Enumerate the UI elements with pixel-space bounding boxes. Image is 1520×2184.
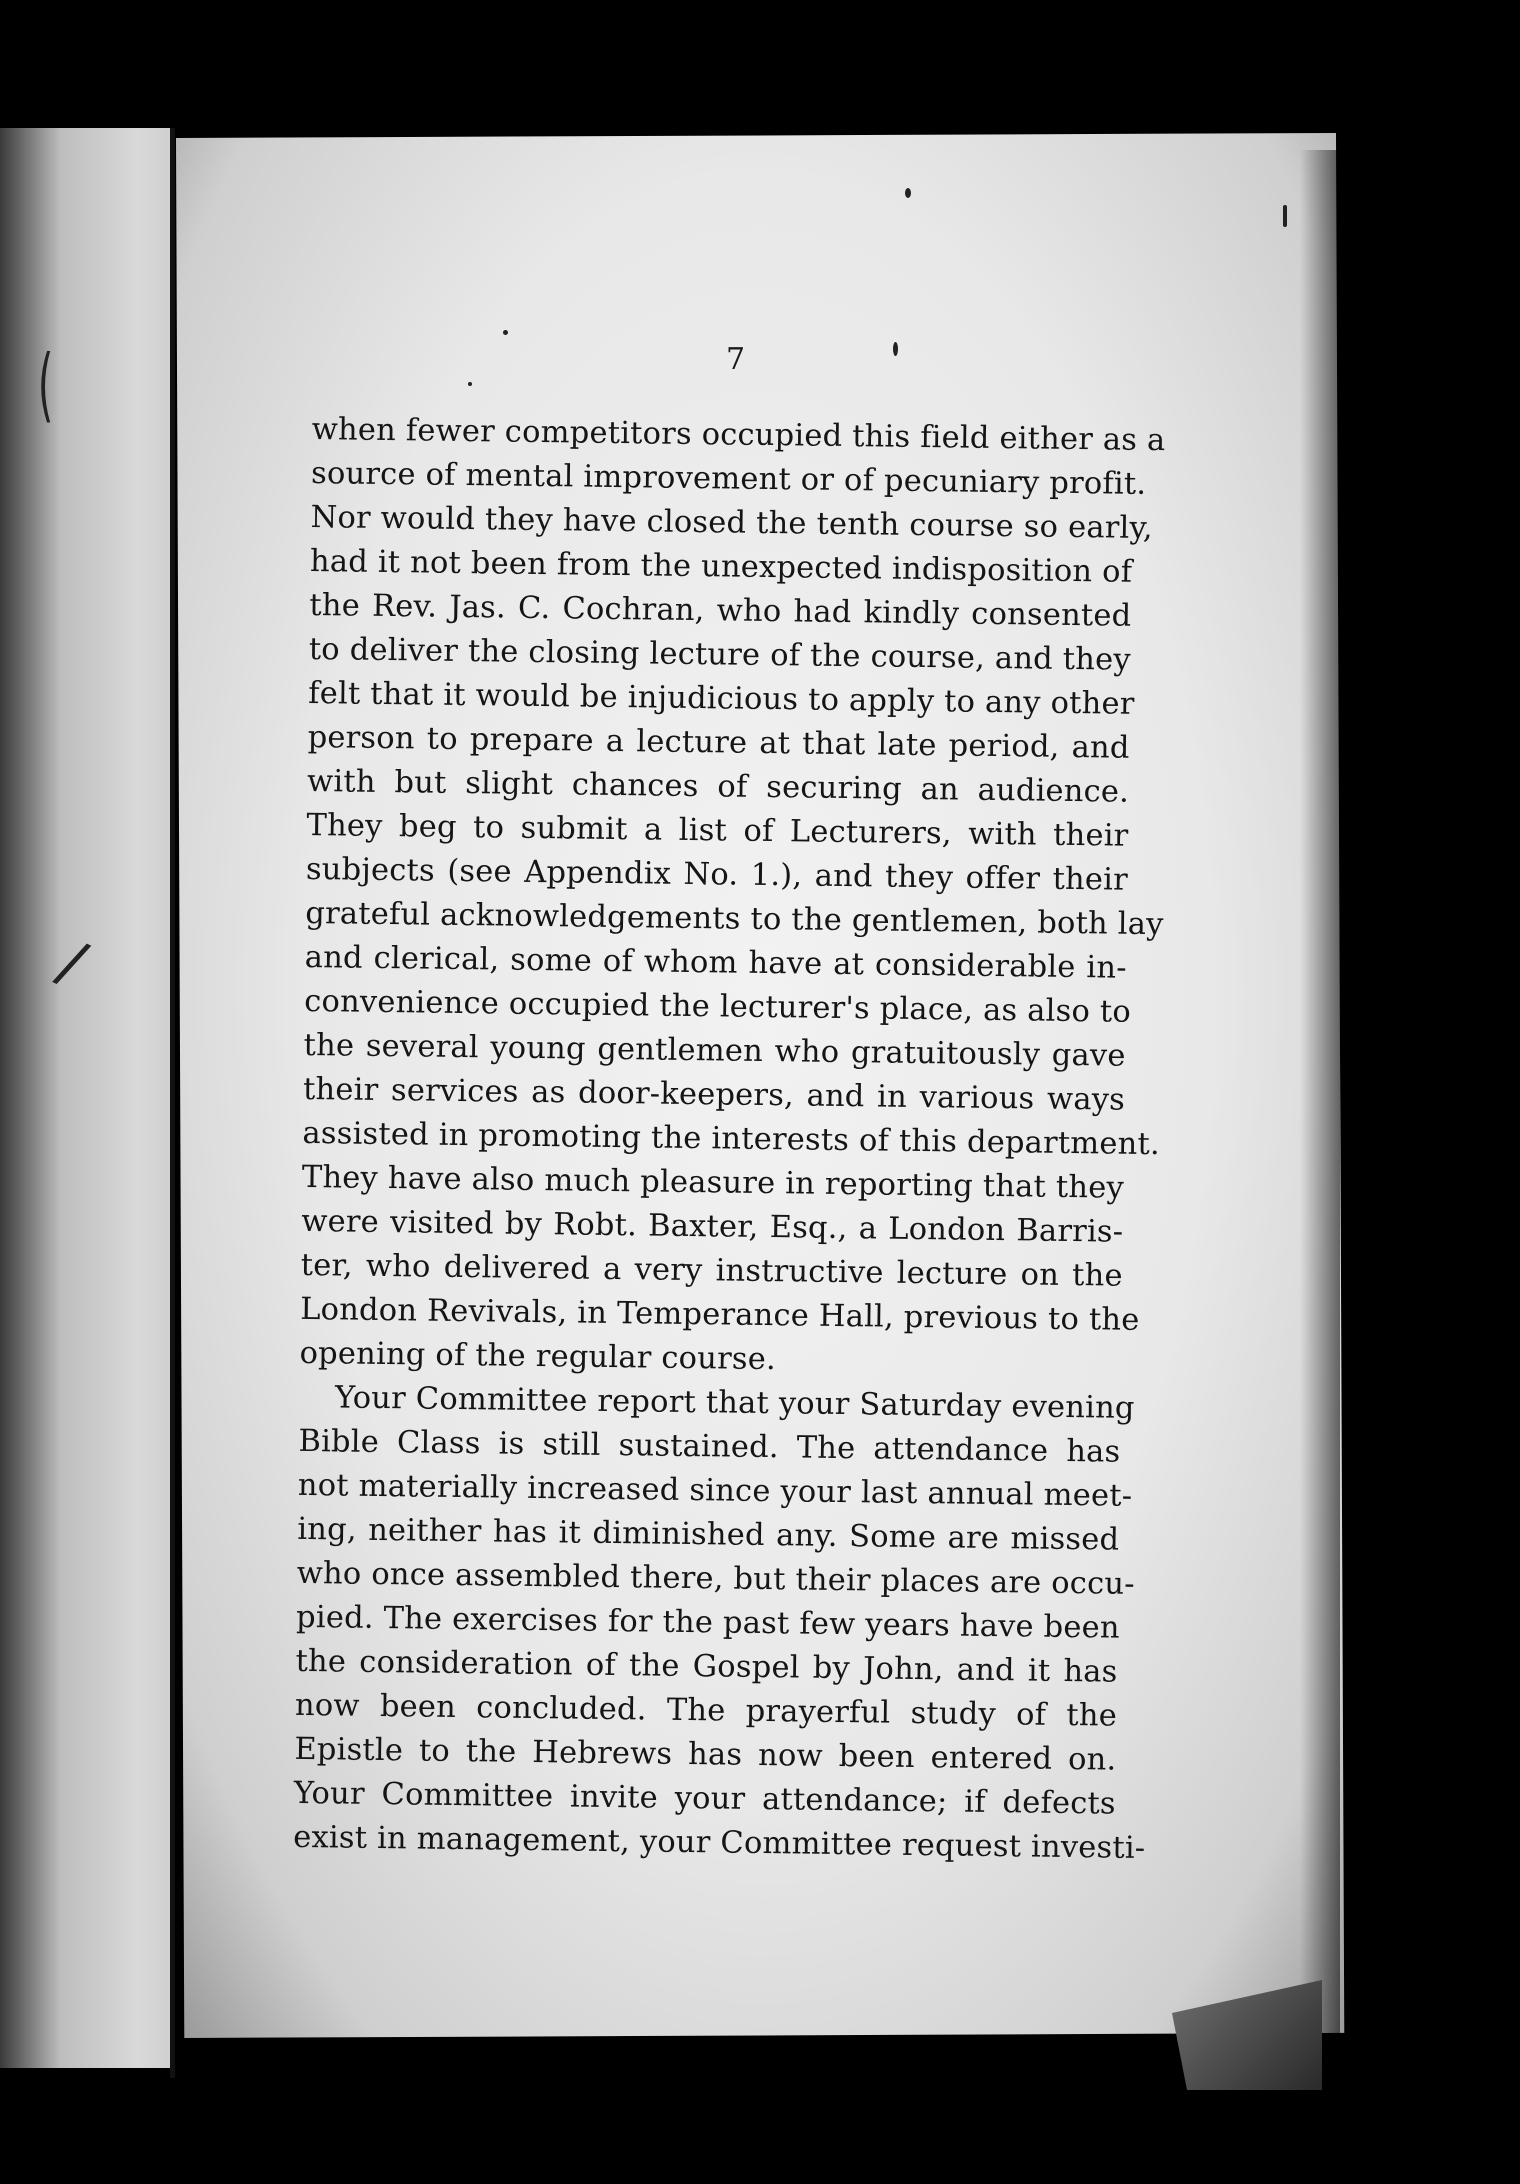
text-line: ter, who delivered a very instructive lecture on the (300, 1247, 1123, 1294)
text-line: They beg to submit a list of Lecturers, with their (306, 807, 1129, 854)
ink-speck (468, 382, 472, 386)
text-line: exist in management, your Committee request investi- (293, 1819, 1146, 1867)
text-line: and clerical, some of whom have at considerable in- (304, 939, 1127, 986)
text-line: person to prepare a lecture at that late period, and (307, 719, 1130, 766)
text-line: Your Committee invite your attendance; if defects (293, 1775, 1117, 1822)
page-number: 7 (726, 342, 746, 377)
text-line: source of mental improvement or of pecuniary profit. (310, 455, 1147, 502)
binding-gutter (170, 128, 175, 2078)
text-line: convenience occupied the lecturer's place, as also to (304, 983, 1132, 1030)
text-line: their services as door-keepers, and in various ways (302, 1071, 1126, 1118)
ink-speck (1283, 205, 1287, 227)
text-line: pied. The exercises for the past few years have been (295, 1599, 1120, 1646)
text-line: now been concluded. The prayerful study of the (294, 1687, 1118, 1734)
text-line: Bible Class is still sustained. The attendance has (298, 1423, 1121, 1470)
text-line: not materially increased since your last annual meet- (297, 1467, 1133, 1514)
ink-speck (905, 188, 911, 198)
margin-bracket-mark: ( (37, 338, 54, 431)
text-line: grateful acknowledgements to the gentlemen, both lay (305, 895, 1164, 943)
ink-speck (893, 342, 898, 356)
text-line: ing, neither has it diminished any. Some are missed (297, 1511, 1120, 1558)
ink-speck (503, 330, 508, 335)
text-line: opening of the regular course. (299, 1335, 777, 1378)
text-line: with but slight chances of securing an audience. (306, 763, 1130, 810)
margin-stroke-mark: / (48, 927, 97, 999)
text-line: Epistle to the Hebrews has now been entered on. (294, 1731, 1117, 1778)
page-shadow-edge (1300, 150, 1340, 2050)
text-line: assisted in promoting the interests of this department. (302, 1115, 1161, 1163)
body-text (293, 408, 1166, 1871)
text-line: the several young gentlemen who gratuitously gave (303, 1027, 1126, 1074)
text-line: Nor would they have closed the tenth course so early, (310, 499, 1153, 547)
text-line: who once assembled there, but their places are occu- (296, 1555, 1135, 1602)
text-line: felt that it would be injudicious to apply to any other (308, 675, 1135, 722)
text-line: London Revivals, in Temperance Hall, previous to the (299, 1291, 1140, 1338)
text-line: They have also much pleasure in reporting that they (301, 1159, 1125, 1206)
text-line: when fewer competitors occupied this field either as a (311, 411, 1166, 459)
text-line: the Rev. Jas. C. Cochran, who had kindly consented (309, 587, 1132, 634)
text-line: the consideration of the Gospel by John, and it has (295, 1643, 1118, 1690)
text-line: Your Committee report that your Saturday evening (334, 1380, 1135, 1426)
facing-page-edge (0, 128, 172, 2068)
text-line: had it not been from the unexpected indisposition of (309, 543, 1133, 590)
text-line: subjects (see Appendix No. 1.), and they offer their (305, 851, 1129, 898)
text-line: were visited by Robt. Baxter, Esq., a London Barris- (301, 1203, 1124, 1250)
text-line: to deliver the closing lecture of the course, and they (308, 631, 1131, 678)
